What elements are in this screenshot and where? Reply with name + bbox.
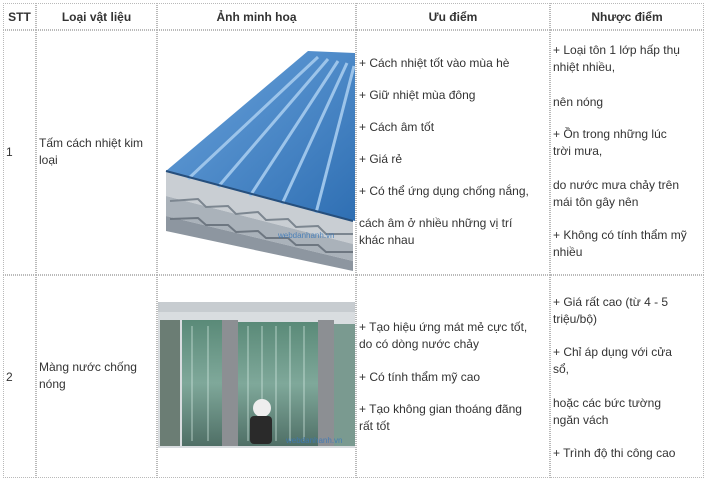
row-2-cons-line-1: + Giá rất cao (từ 4 - 5 [553, 295, 669, 309]
row-1-material-line-1: Tấm cách nhiệt kim [39, 136, 144, 150]
row-2-stt-cell [3, 275, 36, 478]
row-1-pros-line-4: + Giá rẻ [359, 152, 403, 166]
row-1-cons-line-5: trời mưa, [553, 144, 603, 158]
row-1-cons-line-2: nhiệt nhiều, [553, 60, 616, 74]
header-cons: Nhược điểm [550, 3, 704, 30]
row-1-cons-line-8: + Không có tính thẩm mỹ [553, 228, 687, 242]
row-1-cons-line-3: nên nóng [553, 95, 604, 109]
row-1-cons-line-6: do nước mưa chảy trên [553, 178, 679, 192]
row-2-cons-line-2: triệu/bộ) [553, 312, 598, 326]
row-2-pros-line-1: + Tạo hiệu ứng mát mẻ cực tốt, [359, 320, 528, 334]
row-2-cons-line-4: sổ, [553, 362, 570, 376]
header-pros: Ưu điểm [356, 3, 550, 30]
row-1-pros-line-3: + Cách âm tốt [359, 120, 435, 134]
row-1-pros-line-2: + Giữ nhiệt mùa đông [359, 88, 476, 102]
row-1-pros-cell [356, 30, 550, 275]
row-2-cons-cell [550, 275, 704, 478]
watermark: webdanhanh.vn [278, 231, 335, 240]
row-1-pros-line-6: cách âm ở nhiều những vị trí [359, 216, 513, 230]
row-2-stt: 2 [6, 370, 13, 384]
row-1-material-cell [36, 30, 157, 275]
row-1-cons-line-9: nhiều [553, 245, 583, 259]
row-2-pros-cell [356, 275, 550, 478]
row-1-cons-line-4: + Ồn trong những lúc [553, 127, 667, 141]
row-2-cons-line-6: ngăn vách [553, 413, 609, 427]
watermark: webdanhanh.vn [286, 436, 343, 445]
row-2-pros-line-3: + Có tính thẩm mỹ cao [359, 370, 481, 384]
row-2-material-line-2: nóng [39, 377, 66, 391]
row-1-pros-line-5: + Có thể ứng dụng chống nắng, [359, 184, 529, 198]
row-1-image-cell [157, 30, 356, 275]
row-2-pros-line-5: rất tốt [359, 419, 390, 433]
row-1-stt: 1 [6, 145, 13, 159]
header-image: Ảnh minh hoạ [157, 3, 356, 30]
header-stt: STT [3, 3, 36, 30]
row-2-pros-line-4: + Tạo không gian thoáng đãng [359, 402, 522, 416]
row-1-cons-line-1: + Loại tôn 1 lớp hấp thụ [553, 43, 680, 57]
row-2-material-cell [36, 275, 157, 478]
row-1-pros-line-7: khác nhau [359, 233, 415, 247]
water-curtain-wall-photo [158, 276, 355, 477]
row-2-cons-line-7: + Trình độ thi công cao [553, 446, 676, 460]
row-1-cons-line-7: mái tôn gây nên [553, 195, 639, 209]
row-2-image-cell [157, 275, 356, 478]
row-2-pros-line-2: do có dòng nước chảy [359, 337, 479, 351]
row-1-pros-line-1: + Cách nhiệt tốt vào mùa hè [359, 56, 510, 70]
header-material: Loại vật liệu [36, 3, 157, 30]
row-1-cons-cell [550, 30, 704, 275]
row-1-stt-cell [3, 30, 36, 275]
row-1-material-line-2: loại [39, 153, 58, 167]
row-2-cons-line-5: hoặc các bức tường [553, 396, 661, 410]
row-2-material-line-1: Màng nước chống [39, 360, 137, 374]
row-2-cons-line-3: + Chỉ áp dụng với cửa [553, 345, 672, 359]
